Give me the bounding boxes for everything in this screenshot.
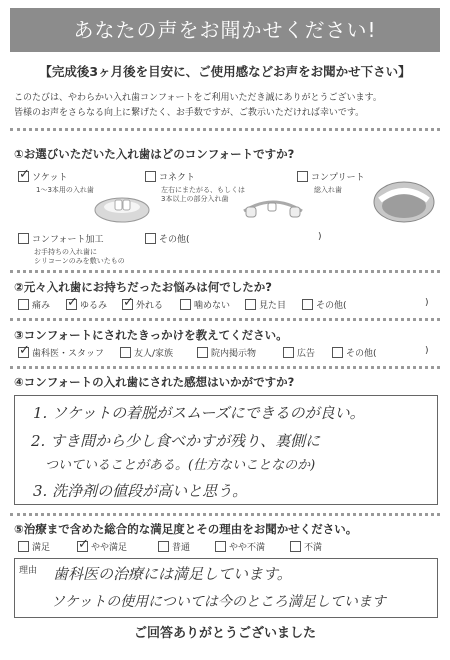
checkbox[interactable] bbox=[120, 347, 131, 358]
q1-option-label: コンフォート加工 bbox=[32, 235, 104, 245]
intro-line-1: このたびは、やわらかい入れ歯コンフォートをご利用いただき誠にありがとうございます。 bbox=[14, 93, 382, 103]
complete-denture-image bbox=[372, 178, 436, 224]
q5-option-somewhat-satisfied[interactable] bbox=[77, 540, 127, 553]
option-label: やや不満 bbox=[229, 543, 266, 553]
q4-answer-line: 2. すき間から少し食べかすが残り、裏側に bbox=[31, 432, 321, 450]
checkbox-checked[interactable] bbox=[66, 299, 77, 310]
q1-option-label: ソケット bbox=[32, 173, 68, 183]
q1-option-other[interactable] bbox=[145, 232, 190, 245]
q2-title: ②元々入れ歯にお持ちだったお悩みは何でしたか? bbox=[14, 280, 272, 294]
survey-banner: あなたの声をお聞かせください! bbox=[10, 8, 440, 52]
q5-option-neutral[interactable] bbox=[158, 540, 190, 553]
connect-denture-image bbox=[240, 195, 306, 223]
option-label: その他( bbox=[316, 301, 347, 311]
q3-option-dentist-staff[interactable] bbox=[18, 346, 104, 359]
q3-option-advertisement[interactable] bbox=[283, 346, 315, 359]
option-label: やや満足 bbox=[91, 543, 128, 553]
reason-label: 理由 bbox=[19, 566, 38, 576]
survey-subtitle: 【完成後3ヶ月後を目安に、ご使用感などお声をお聞かせ下さい】 bbox=[39, 64, 411, 79]
q5-option-dissatisfied[interactable] bbox=[290, 540, 322, 553]
option-label: 院内掲示物 bbox=[211, 349, 257, 359]
q2-option-cannot-chew[interactable] bbox=[180, 298, 230, 311]
checkbox[interactable] bbox=[145, 233, 156, 244]
q1-option-connect[interactable] bbox=[145, 170, 245, 204]
option-label: 普通 bbox=[172, 543, 191, 553]
q2-option-falls-out[interactable] bbox=[122, 298, 163, 311]
q5-option-somewhat-dissatisfied[interactable] bbox=[215, 540, 265, 553]
option-label: その他( bbox=[346, 349, 377, 359]
option-label: 痛み bbox=[32, 301, 51, 311]
checkbox-checked[interactable] bbox=[122, 299, 133, 310]
q2-option-loose[interactable] bbox=[66, 298, 107, 311]
option-label: 満足 bbox=[32, 543, 51, 553]
q1-option-comfort-processing[interactable] bbox=[18, 232, 125, 266]
option-label: 見た目 bbox=[259, 301, 287, 311]
checkbox[interactable] bbox=[18, 233, 29, 244]
q1-option-note: 総入れ歯 bbox=[314, 186, 342, 194]
dotted-divider bbox=[10, 366, 440, 369]
option-label: 友人/家族 bbox=[134, 349, 174, 359]
q2-option-appearance[interactable] bbox=[245, 298, 286, 311]
q1-title: ①お選びいただいた入れ歯はどのコンフォートですか? bbox=[14, 147, 295, 161]
q4-title: ④コンフォートの入れ歯にされた感想はいかがですか? bbox=[14, 375, 295, 389]
checkbox[interactable] bbox=[283, 347, 294, 358]
checkbox-checked[interactable] bbox=[18, 347, 29, 358]
option-label: 噛めない bbox=[194, 301, 231, 311]
q1-option-label: その他( bbox=[159, 235, 190, 245]
q5-reason-line: ソケットの使用については今のところ満足しています bbox=[51, 594, 386, 610]
dotted-divider bbox=[10, 513, 440, 516]
q5-reason-line: 歯科医の治療には満足しています。 bbox=[53, 565, 292, 583]
q4-answer-line: 1. ソケットの着脱がスムーズにできるのが良い。 bbox=[33, 404, 365, 422]
option-label: 不満 bbox=[304, 543, 323, 553]
q2-other-close: ) bbox=[425, 298, 429, 308]
checkbox[interactable] bbox=[197, 347, 208, 358]
footer-thanks: ご回答ありがとうございました bbox=[133, 626, 316, 641]
checkbox[interactable] bbox=[297, 171, 308, 182]
option-label: 外れる bbox=[136, 301, 164, 311]
q5-title: ⑤治療まで含めた総合的な満足度とその理由をお聞かせください。 bbox=[14, 522, 358, 536]
checkbox-checked[interactable] bbox=[18, 171, 29, 182]
q5-option-satisfied[interactable] bbox=[18, 540, 50, 553]
checkbox-checked[interactable] bbox=[77, 541, 88, 552]
dotted-divider bbox=[10, 128, 440, 131]
option-label: ゆるみ bbox=[80, 301, 108, 311]
checkbox[interactable] bbox=[18, 541, 29, 552]
q1-option-note: 左右にまたがる、もしくは 3本以上の部分入れ歯 bbox=[161, 186, 245, 203]
q3-option-friend-family[interactable] bbox=[120, 346, 173, 359]
dotted-divider bbox=[10, 318, 440, 321]
q1-option-note: 1～3本用の入れ歯 bbox=[36, 186, 94, 194]
option-label: 歯科医・スタッフ bbox=[32, 349, 105, 359]
q5-reason-box[interactable] bbox=[14, 558, 438, 618]
q1-option-note: お手持ちの入れ歯に シリコーンのみを敷いたもの bbox=[34, 248, 125, 265]
checkbox[interactable] bbox=[158, 541, 169, 552]
q1-option-label: コネクト bbox=[159, 173, 196, 183]
intro-line-2: 皆様のお声をさらなる向上に繋げたく、お手数ですが、ご教示いただければ幸いです。 bbox=[14, 108, 365, 118]
q1-option-label: コンプリート bbox=[311, 173, 365, 183]
q4-answer-box[interactable] bbox=[14, 395, 438, 505]
q4-answer-line: 3. 洗浄剤の値段が高いと思う。 bbox=[33, 482, 248, 500]
q1-option-complete[interactable] bbox=[297, 170, 365, 195]
checkbox[interactable] bbox=[302, 299, 313, 310]
checkbox[interactable] bbox=[215, 541, 226, 552]
q2-option-other[interactable] bbox=[302, 298, 347, 311]
dotted-divider bbox=[10, 270, 440, 273]
q3-option-in-clinic-poster[interactable] bbox=[197, 346, 256, 359]
checkbox[interactable] bbox=[332, 347, 343, 358]
checkbox[interactable] bbox=[245, 299, 256, 310]
q1-other-close: ) bbox=[318, 232, 322, 242]
option-label: 広告 bbox=[297, 349, 316, 359]
q1-option-socket[interactable] bbox=[18, 170, 94, 195]
checkbox[interactable] bbox=[18, 299, 29, 310]
q3-other-close: ) bbox=[425, 346, 429, 356]
q2-option-pain[interactable] bbox=[18, 298, 50, 311]
checkbox[interactable] bbox=[290, 541, 301, 552]
q3-option-other[interactable] bbox=[332, 346, 377, 359]
checkbox[interactable] bbox=[180, 299, 191, 310]
q4-answer-line: ついていることがある。(仕方ないことなのか) bbox=[45, 458, 316, 473]
q3-title: ③コンフォートにされたきっかけを教えてください。 bbox=[14, 328, 288, 342]
socket-denture-image bbox=[92, 192, 152, 226]
checkbox[interactable] bbox=[145, 171, 156, 182]
